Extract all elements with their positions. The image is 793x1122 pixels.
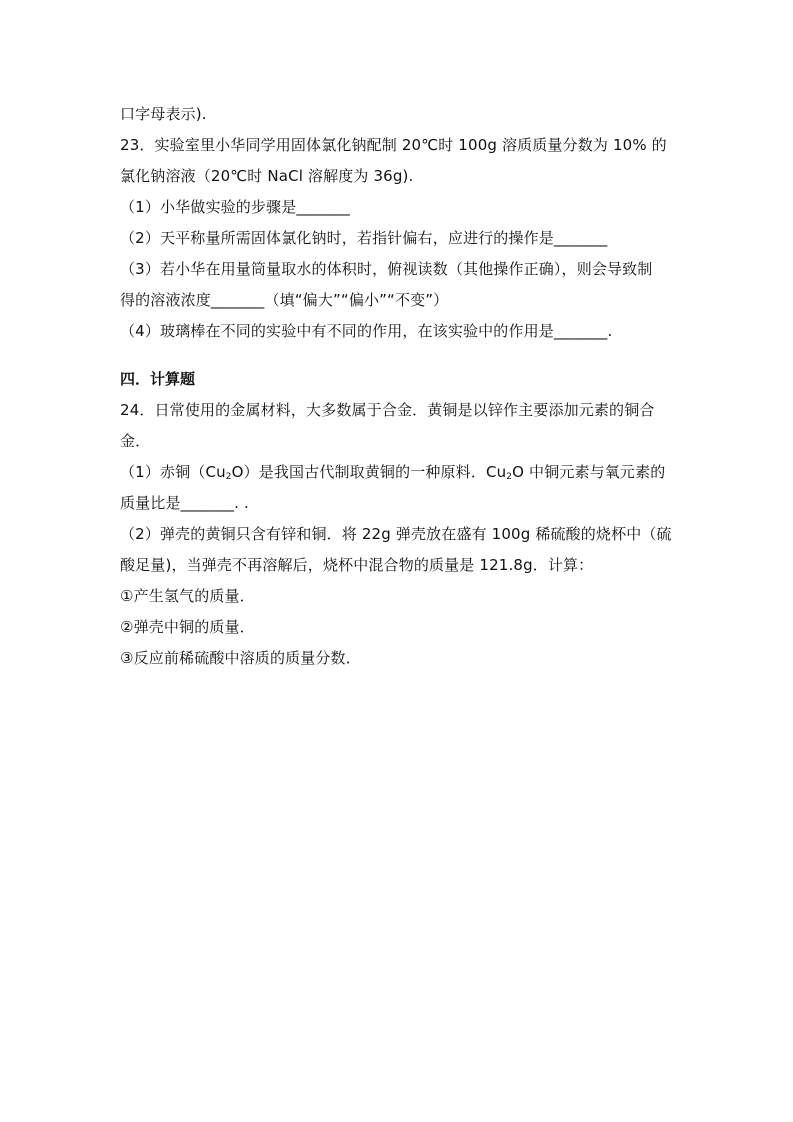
q24-sub3: ③反应前稀硫酸中溶质的质量分数． xyxy=(120,649,361,667)
q24-part1-text-c: O 中铜元素与氧元素的 xyxy=(512,463,666,481)
q23-stem-line1: 23．实验室里小华同学用固体氯化钠配制 20℃时 100g 溶质质量分数为 10% 的 xyxy=(120,136,667,154)
q23-part3-line2: 得的溶液浓度_______（填“偏大”“偏小”“不变”） xyxy=(120,291,449,309)
section-title: 四．计算题 xyxy=(120,370,196,388)
q24-part1-subscript-2: 2 xyxy=(506,472,513,482)
q24-sub1: ①产生氢气的质量． xyxy=(120,587,255,605)
q23-part2: （2）天平称量所需固体氯化钠时，若指针偏右，应进行的操作是_______ xyxy=(120,229,608,247)
q24-part1-line2: 质量比是_______. . xyxy=(120,494,249,512)
q23-part4: （4）玻璃棒在不同的实验中有不同的作用，在该实验中的作用是_______. xyxy=(120,322,613,340)
q24-part1-text-a: （1）赤铜（Cu xyxy=(120,463,226,481)
q24-part1-line1 xyxy=(120,457,676,488)
q23-part1: （1）小华做实验的步骤是_______ xyxy=(120,198,350,216)
q24-part2-line2: 酸足量)，当弹壳不再溶解后，烧杯中混合物的质量是 121.8g．计算： xyxy=(120,556,594,574)
continuation-line: 口字母表示). xyxy=(120,105,207,123)
q24-sub2: ②弹壳中铜的质量． xyxy=(120,618,255,636)
q24-part2-line1: （2）弹壳的黄铜只含有锌和铜．将 22g 弹壳放在盛有 100g 稀硫酸的烧杯中（硫 xyxy=(120,525,672,543)
q24-stem-line1: 24．日常使用的金属材料，大多数属于合金．黄铜是以锌作主要添加元素的铜合 xyxy=(120,401,655,419)
q23-stem-line2: 氯化钠溶液（20℃时 NaCl 溶解度为 36g). xyxy=(120,167,414,185)
q23-part3-line1: （3）若小华在用量筒量取水的体积时，俯视读数（其他操作正确），则会导致制 xyxy=(120,260,653,278)
section-gap xyxy=(120,347,676,364)
q24-part1-text-b: O）是我国古代制取黄铜的一种原料．Cu xyxy=(231,463,507,481)
q24-part1-subscript-1: 2 xyxy=(225,472,232,482)
document-content xyxy=(120,99,676,674)
q24-stem-line2: 金． xyxy=(120,432,151,450)
